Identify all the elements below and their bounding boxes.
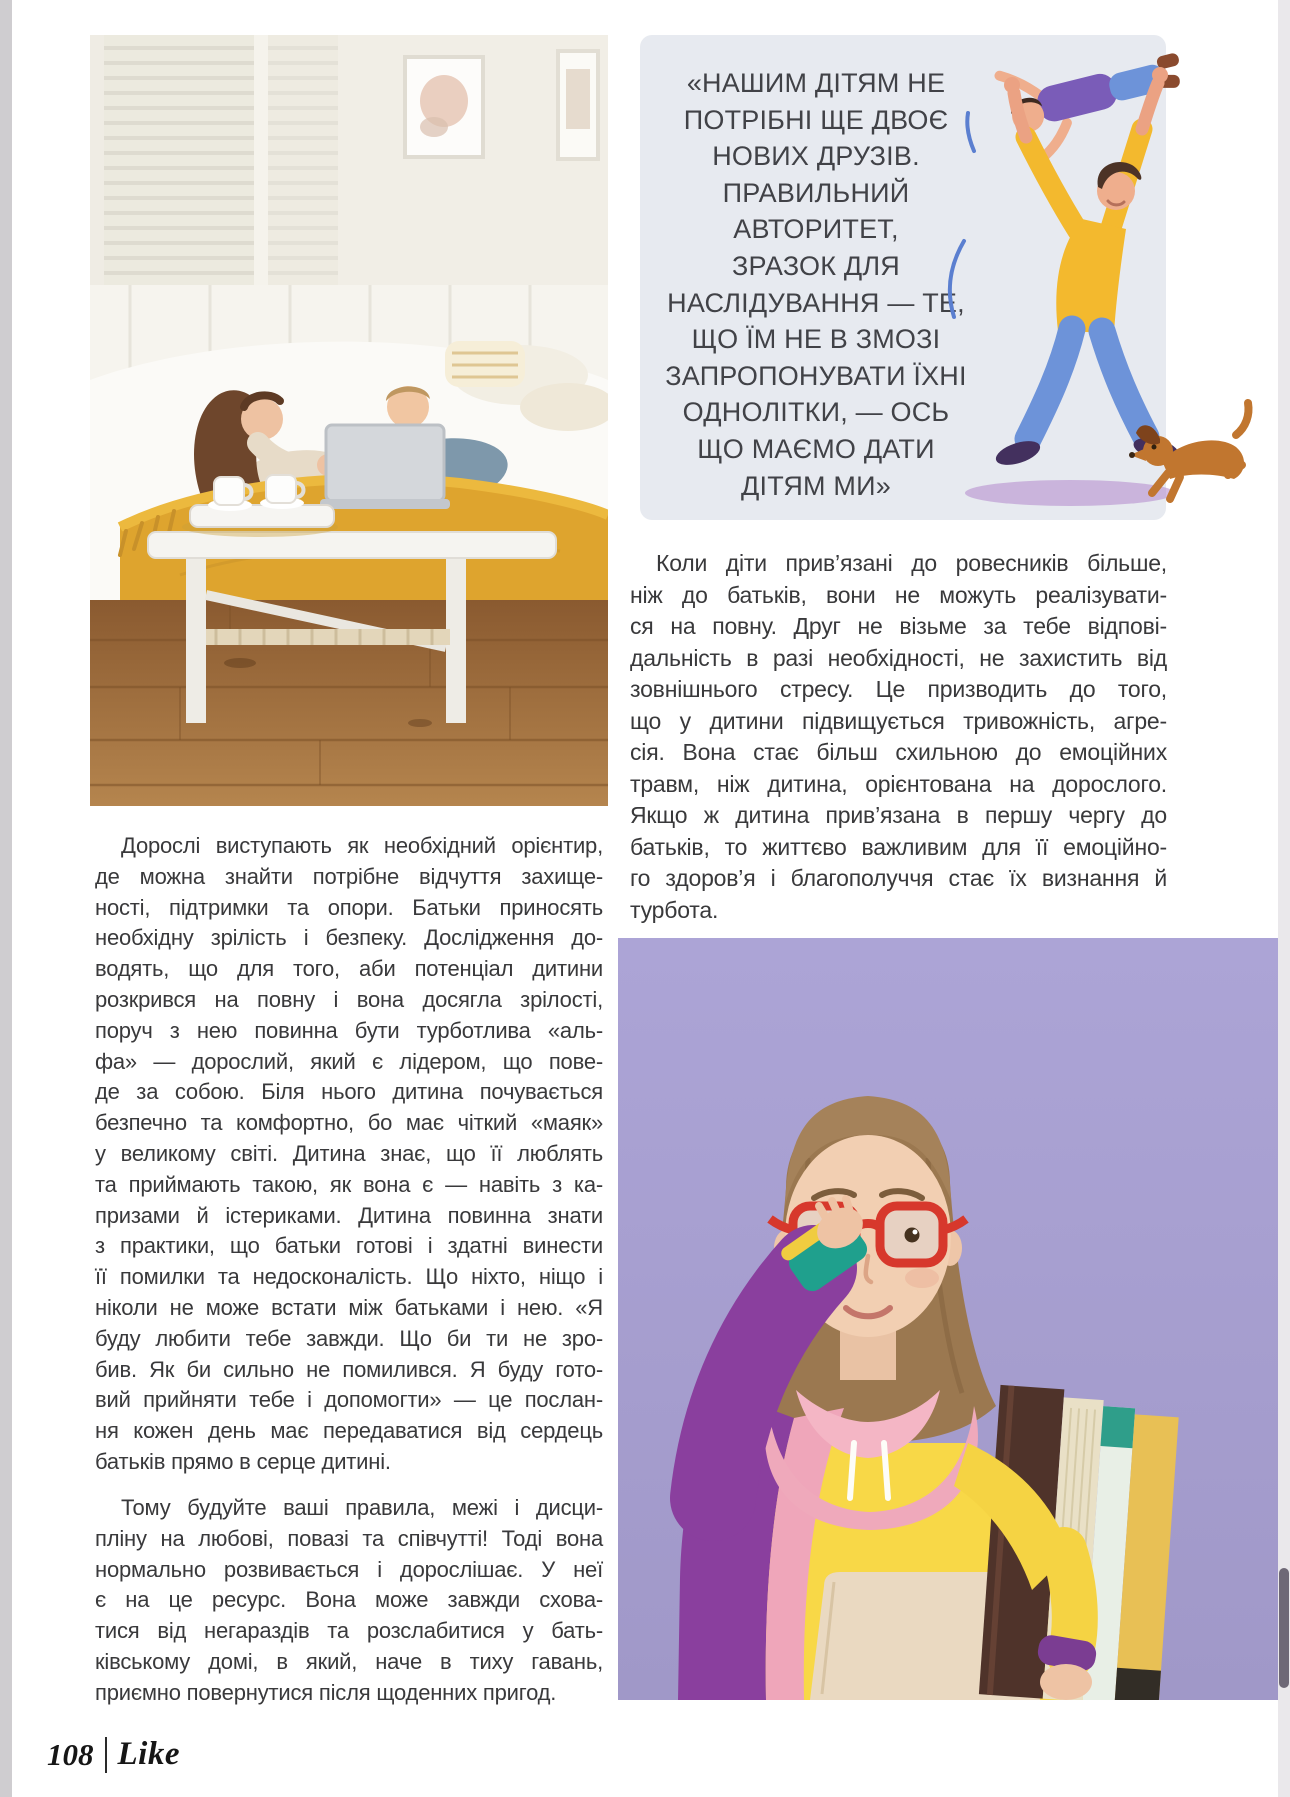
father-figure [993, 67, 1181, 470]
text-line: батьків прямо в серце дитині. [95, 1448, 391, 1474]
magazine-name: Like [117, 1736, 180, 1772]
text-line: де за собою. Біля нього дитина почувається [95, 1079, 603, 1105]
text-line: Дорослі виступають як необхідний орієнтир, [121, 833, 603, 858]
text-line: ніколи не може встати між батьками і нею. «Я [95, 1294, 603, 1320]
text-line: водять, що для того, аби потенціал дитини [95, 956, 603, 982]
text-line: ПРАВИЛЬНИЙ [722, 177, 910, 208]
text-line: пліну на любові, повазі та співчутті! Тоді вона [95, 1525, 603, 1551]
text-line: приємно повернутися після щоденних пригод. [95, 1679, 557, 1705]
text-line: ОДНОЛІТКИ, — ОСЬ [682, 397, 950, 428]
text-line: є на це ресурс. Вона може завжди схова- [95, 1587, 603, 1613]
text-line: розкрився на повну і вона досягла зрілості, [95, 986, 603, 1012]
text-line: сія. Вона стає більш схильною до емоційних [630, 739, 1167, 765]
text-line: го здоров’я і благополуччя стає їх визнання й [630, 865, 1167, 891]
quote-box [640, 35, 1166, 520]
text-line: ПОТРІБНІ ЩЕ ДВОЄ [683, 104, 949, 135]
text-line: тися від негараздів та розслабитися у бать- [95, 1618, 603, 1644]
right-column-paragraph [630, 548, 1167, 926]
text-line: ся на повну. Друг не візьме за тебе відпові- [630, 613, 1167, 639]
text-line: «НАШИМ ДІТЯМ НЕ [686, 68, 946, 98]
text-line: ЩО ЇМ НЕ В ЗМОЗІ [691, 324, 941, 355]
text-line: ніж до батьків, вони не можуть реалізувати- [630, 581, 1167, 608]
text-line: буду любити тебе завжди. Що би ти не зро- [95, 1325, 603, 1351]
text-line: АВТОРИТЕТ, [733, 214, 899, 245]
text-line: ківському домі, в який, наче в тиху гавань, [95, 1648, 603, 1674]
text-line: Коли діти прив’язані до ровесників більше, [656, 550, 1167, 576]
girl-photo [618, 938, 1278, 1700]
text-line: вий прийняти тебе і допомогти» — це послан- [95, 1387, 603, 1413]
text-line: та приймають такою, як вона є — навіть з ка- [95, 1171, 603, 1197]
page-footer [47, 1736, 180, 1773]
text-line: ЗРАЗОК ДЛЯ [732, 250, 900, 281]
laptop [320, 425, 450, 509]
page-number: 108 [47, 1736, 94, 1772]
text-line: травм, ніж дитина, орієнтована на дорослого. [630, 770, 1167, 797]
quote-illustration [930, 41, 1240, 521]
text-line: призами й істериками. Дитина повинна знати [95, 1202, 603, 1228]
text-line: зовнішнього стресу. Це призводить до того, [630, 676, 1167, 702]
text-line: безпечно та комфортно, бо має чіткий «маяк» [95, 1110, 603, 1136]
text-line: з практики, що батьки готові і здатні винести [95, 1233, 603, 1259]
text-line: ЩО МАЄМО ДАТИ [697, 433, 935, 464]
left-column-paragraph-1 [95, 831, 603, 1478]
text-line: поруч з нею повинна бути турботлива «аль- [95, 1017, 603, 1043]
text-line: НОВИХ ДРУЗІВ. [712, 141, 920, 172]
family-photo-graphic [90, 35, 608, 806]
text-line: фа» — дорослий, який є лідером, що пове- [95, 1048, 603, 1074]
text-line: нормально розвивається і дорослішає. У неї [95, 1556, 603, 1582]
scrollbar-track[interactable] [1278, 0, 1290, 1797]
text-line: ЗАПРОПОНУВАТИ ЇХНІ [665, 360, 967, 391]
family-photo [90, 35, 608, 806]
scrollbar-thumb[interactable] [1279, 1568, 1289, 1688]
text-line: Якщо ж дитина прив’язана в першу чергу до [630, 802, 1167, 828]
text-line: дальність в разі необхідності, не захистить від [630, 644, 1167, 671]
text-line: де можна знайти потрібне відчуття захище- [95, 863, 603, 889]
page-left-edge [0, 0, 12, 1797]
text-line: ня кожен день має передаватися від сердець [95, 1418, 603, 1444]
footer-divider [105, 1737, 107, 1773]
text-line: її помилки та недосконалість. Що ніхто, ніщо і [95, 1264, 603, 1290]
text-line: бив. Як би сильно не помилився. Я буду гото- [95, 1356, 603, 1382]
girl-photo-graphic [618, 938, 1278, 1700]
text-line: батьків, то життєво важливим для її емоційно- [630, 833, 1167, 860]
text-line: турбота. [630, 896, 719, 923]
text-line: що у дитини підвищується тривожність, агре- [630, 707, 1167, 734]
text-line: у великому світі. Дитина знає, що її люблять [95, 1140, 603, 1166]
text-line: необхідну зрілість і безпеку. Дослідження до- [95, 925, 603, 951]
text-line: Тому будуйте ваші правила, межі і дисци- [121, 1495, 603, 1520]
text-line: ності, підтримки та опори. Батьки приносять [95, 894, 603, 920]
father-tossing-child-graphic [930, 41, 1240, 521]
text-line: ДІТЯМ МИ» [741, 470, 891, 501]
left-column-paragraph-2 [95, 1493, 603, 1709]
text-line: НАСЛІДУВАННЯ — ТЕ, [667, 287, 965, 318]
